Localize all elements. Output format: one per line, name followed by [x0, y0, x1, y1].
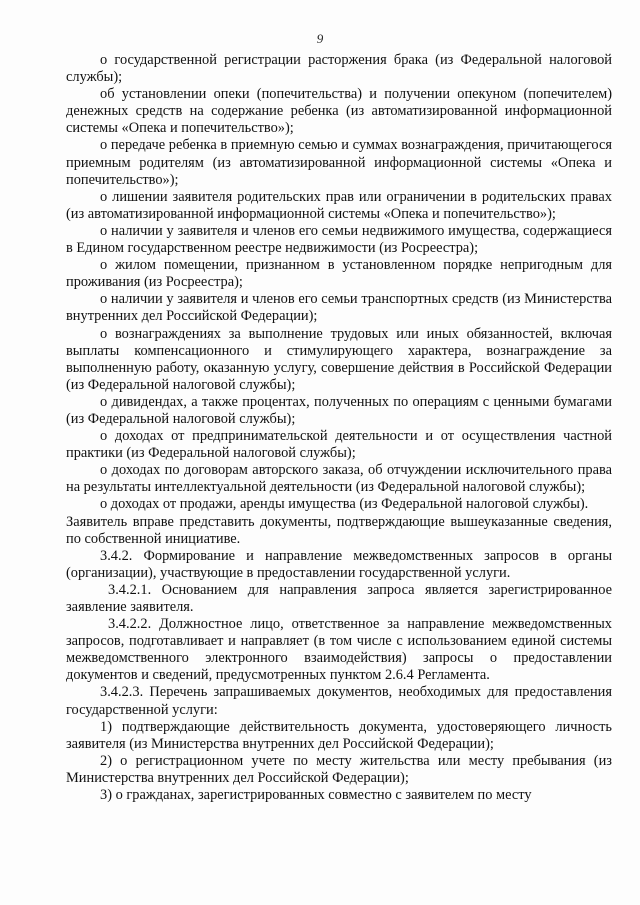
paragraph: 3) о гражданах, зарегистрированных совместно с заявителем по месту: [100, 787, 532, 804]
paragraph: 3.4.2.2. Должностное лицо, ответственное за направление межведомственных запросов, подготавливает и направляет (в том числе с использованием единой системы межведомственного электронного взаимодействия) запросы о предоставлении документов и сведений, предусмотренных пунктом 2.6.4 Регламента.: [66, 616, 612, 684]
paragraph: о доходах по договорам авторского заказа, об отчуждении исключительного права на результаты интеллектуальной деятельности (из Федеральной налоговой службы);: [66, 462, 612, 496]
page-number: 9: [316, 31, 324, 46]
paragraph: о государственной регистрации расторжения брака (из Федеральной налоговой службы);: [66, 52, 612, 86]
paragraph: 1) подтверждающие действительность документа, удостоверяющего личность заявителя (из Министерства внутренних дел Российской Федерации);: [66, 718, 612, 752]
paragraph: 3.4.2.1. Основанием для направления запроса является зарегистрированное заявление заявителя.: [66, 581, 612, 615]
paragraph: 2) о регистрационном учете по месту жительства или месту пребывания (из Министерства внутренних дел Российской Федерации);: [66, 752, 612, 786]
paragraph: об установлении опеки (попечительства) и получении опекуном (попечителем) денежных средств на содержание ребенка (из автоматизированной информационной системы «Опека и попечительство»);: [66, 86, 612, 137]
paragraph: о передаче ребенка в приемную семью и суммах вознаграждения, причитающегося приемным родителям (из автоматизированной информационной системы «Опека и попечительство»);: [66, 137, 612, 188]
document-body: [66, 52, 612, 804]
paragraph: Заявитель вправе представить документы, подтверждающие вышеуказанные сведения, по собственной инициативе.: [66, 513, 612, 547]
paragraph: о вознаграждениях за выполнение трудовых или иных обязанностей, включая выплаты компенсационного и стимулирующего характера, вознаграждение за выполненную работу, оказанную услугу, совершение действия в Российской Федерации (из Федеральной налоговой службы);: [66, 325, 612, 393]
paragraph: 3.4.2. Формирование и направление межведомственных запросов в органы (организации), участвующие в предоставлении государственной услуги.: [66, 547, 612, 581]
paragraph: о лишении заявителя родительских прав или ограничении в родительских правах (из автоматизированной информационной системы «Опека и попечительство»);: [66, 188, 612, 222]
paragraph: о доходах от предпринимательской деятельности и от осуществления частной практики (из Федеральной налоговой службы);: [66, 428, 612, 462]
paragraph: о жилом помещении, признанном в установленном порядке непригодным для проживания (из Росреестра);: [66, 257, 612, 291]
paragraph: о наличии у заявителя и членов его семьи недвижимого имущества, содержащиеся в Едином государственном реестре недвижимости (из Росреестра);: [66, 222, 612, 257]
paragraph: о доходах от продажи, аренды имущества (из Федеральной налоговой службы).: [100, 496, 589, 513]
paragraph: о наличии у заявителя и членов его семьи транспортных средств (из Министерства внутренних дел Российской Федерации);: [66, 291, 612, 325]
paragraph: о дивидендах, а также процентах, полученных по операциям с ценными бумагами (из Федеральной налоговой службы);: [66, 393, 612, 427]
paragraph: 3.4.2.3. Перечень запрашиваемых документов, необходимых для предоставления государственной услуги:: [66, 684, 612, 718]
